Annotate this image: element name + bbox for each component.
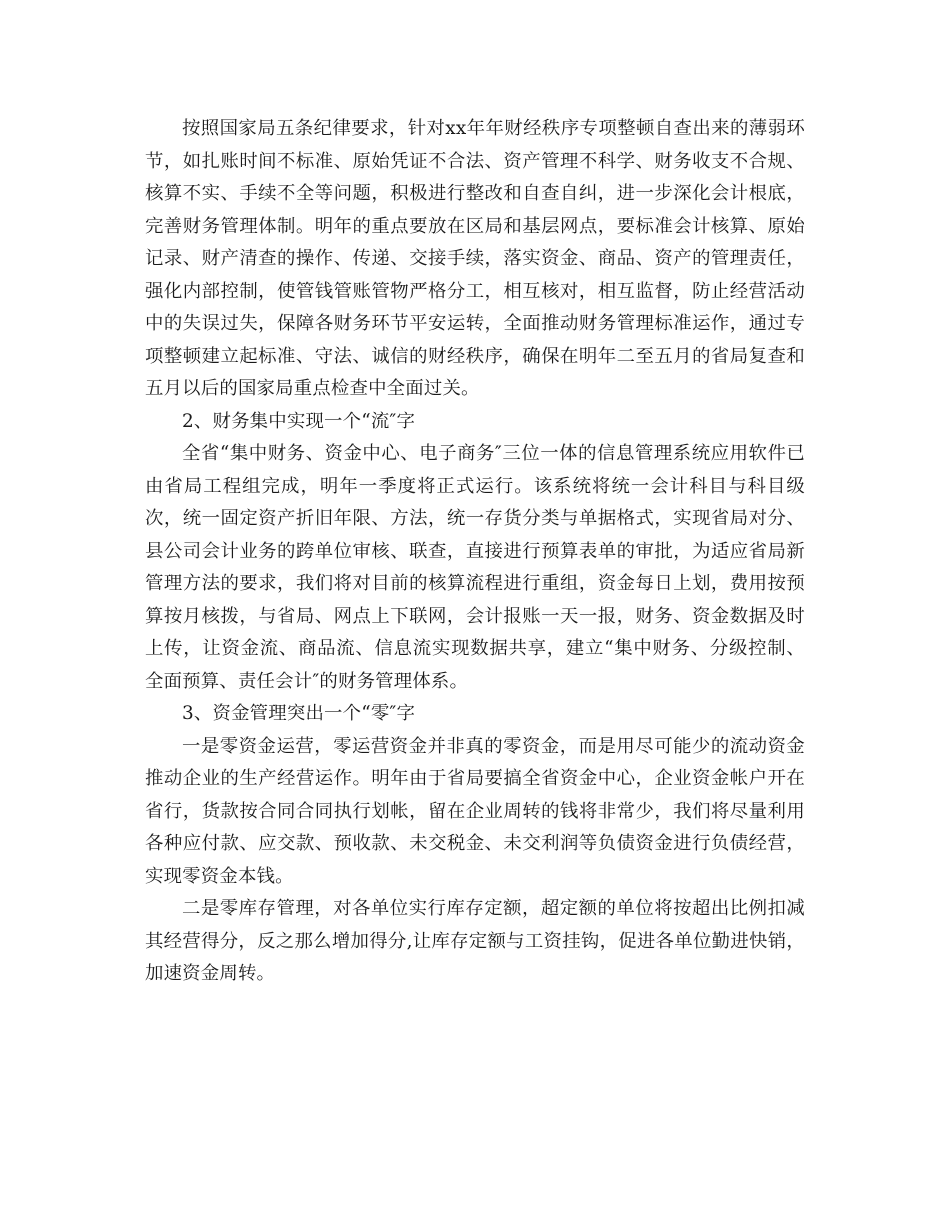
- paragraph-centralized-finance: 全省“集中财务、资金中心、电子商务″三位一体的信息管理系统应用软件已由省局工程组完成，明年一季度将正式运行。该系统将统一会计科目与科目级次，统一固定资产折旧年限、方法，统一存货分类与单据格式，实现省局对分、县公司会计业务的跨单位审核、联查，直接进行预算表单的审批，为适应省局新管理方法的要求，我们将对目前的核算流程进行重组，资金每日上划，费用按预算按月核拨，与省局、网点上下联网，会计报账一天一报，财务、资金数据及时上传，让资金流、商品流、信息流实现数据共享，建立“集中财务、分级控制、全面预算、责任会计″的财务管理体系。: [145, 443, 805, 692]
- paragraph-zero-inventory: 二是零库存管理，对各单位实行库存定额，超定额的单位将按超出比例扣减其经营得分，反之那么增加得分,让库存定额与工资挂钩，促进各单位勤进快销，加速资金周转。: [145, 898, 805, 984]
- document-body: [145, 113, 805, 991]
- paragraph-zero-capital: 一是零资金运营，零运营资金并非真的零资金，而是用尽可能少的流动资金推动企业的生产经营运作。明年由于省局要搞全省资金中心，企业资金帐户开在省行，货款按合同合同执行划帐，留在企业周转的钱将非常少，我们将尽量利用各种应付款、应交款、预收款、未交税金、未交利润等负债资金进行负债经营，实现零资金本钱。: [145, 735, 805, 887]
- paragraph-rectification: 按照国家局五条纪律要求，针对xx年年财经秩序专项整顿自查出来的薄弱环节，如扎账时间不标准、原始凭证不合法、资产管理不科学、财务收支不合规、核算不实、手续不全等问题，积极进行整改和自查自纠，进一步深化会计根底，完善财务管理体制。明年的重点要放在区局和基层网点，要标准会计核算、原始记录、财产清查的操作、传递、交接手续，落实资金、商品、资产的管理责任，强化内部控制，使管钱管账管物严格分工，相互核对，相互监督，防止经营活动中的失误过失，保障各财务环节平安运转，全面推动财务管理标准运作，通过专项整顿建立起标准、守法、诚信的财经秩序，确保在明年二至五月的省局复查和五月以后的国家局重点检查中全面过关。: [145, 118, 805, 399]
- section-heading-fund-management: 3、资金管理突出一个“零″字: [182, 703, 416, 724]
- section-heading-centralized-finance: 2、财务集中实现一个“流″字: [182, 410, 416, 432]
